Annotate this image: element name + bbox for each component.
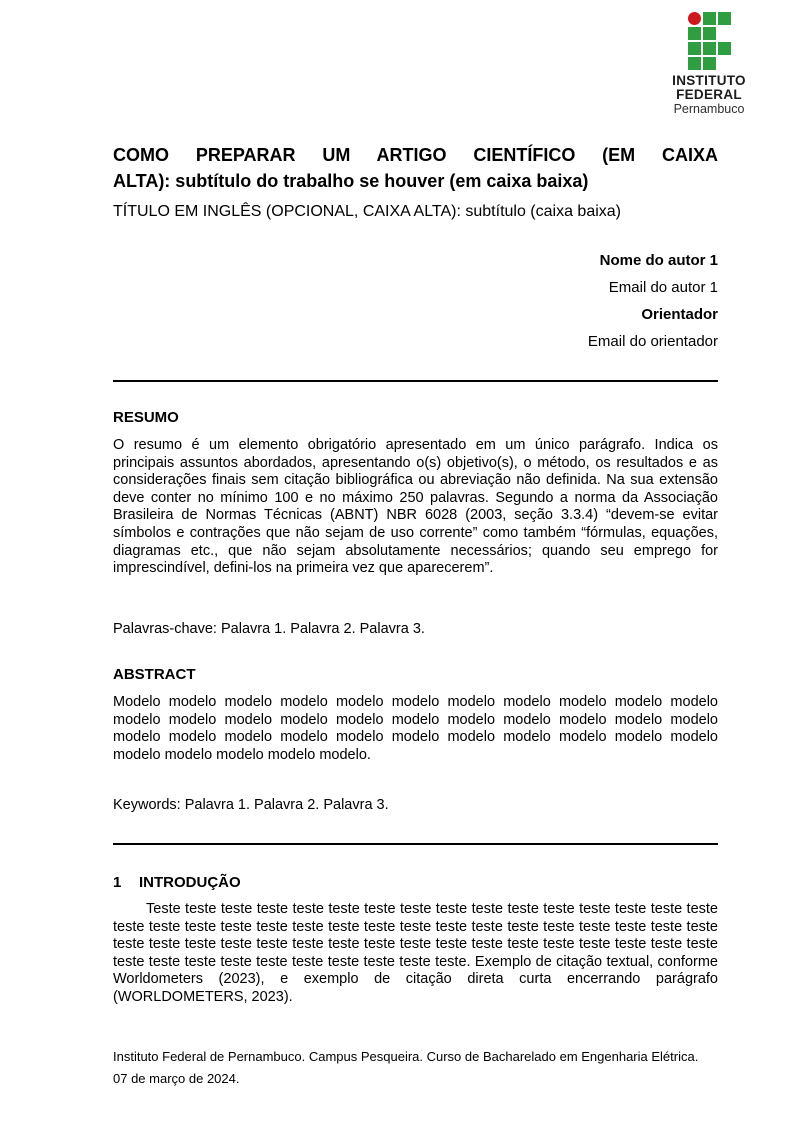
- ifpe-logo: [650, 12, 768, 117]
- resumo-heading: RESUMO: [113, 409, 179, 426]
- article-title-line1: COMO PREPARAR UM ARTIGO CIENTÍFICO (EM CAIXA: [113, 145, 718, 165]
- section-title: INTRODUÇÃO: [139, 874, 241, 891]
- footnote-line1: Instituto Federal de Pernambuco. Campus Pesqueira. Curso de Bacharelado em Engenharia Elétrica.: [113, 1049, 699, 1064]
- footnote-line2: 07 de março de 2024.: [113, 1071, 240, 1086]
- introduction-paragraph: Teste teste teste teste teste teste teste teste teste teste teste teste teste teste teste teste teste teste teste teste teste teste teste teste teste teste teste teste teste teste teste teste teste teste teste teste teste teste teste teste teste teste teste teste teste teste teste teste teste teste teste teste teste teste teste teste teste teste teste teste. Exemplo de citação textual, conforme Worldometers (2023), e exemplo de citação direta curta encerrando parágrafo (WORLDOMETERS, 2023).: [113, 901, 718, 1005]
- keywords-line: Keywords: Palavra 1. Palavra 2. Palavra 3.: [113, 797, 389, 813]
- section-number: 1: [113, 874, 122, 891]
- divider-top: [113, 380, 718, 382]
- abstract-heading: ABSTRACT: [113, 666, 196, 683]
- logo-institution-name: [672, 74, 746, 102]
- divider-footnote: [113, 843, 718, 845]
- logo-text-instituto: INSTITUTO: [672, 73, 746, 88]
- palavras-chave-line: Palavras-chave: Palavra 1. Palavra 2. Palavra 3.: [113, 621, 425, 637]
- author-name: Nome do autor 1: [599, 252, 718, 269]
- ifpe-logo-icon: [688, 12, 731, 70]
- abstract-paragraph: Modelo modelo modelo modelo modelo modelo modelo modelo modelo modelo modelo modelo modelo modelo modelo modelo modelo modelo modelo modelo modelo modelo modelo modelo modelo modelo modelo modelo modelo modelo modelo modelo modelo modelo modelo modelo modelo modelo.: [113, 694, 718, 763]
- logo-text-federal: FEDERAL: [676, 87, 742, 102]
- article-title-english: TÍTULO EM INGLÊS (OPCIONAL, CAIXA ALTA): subtítulo (caixa baixa): [113, 203, 622, 220]
- logo-text-pernambuco: Pernambuco: [673, 102, 745, 116]
- advisor-name: Orientador: [641, 306, 718, 323]
- article-title: [113, 142, 718, 194]
- article-title-line2: ALTA): subtítulo do trabalho se houver (em caixa baixa): [113, 171, 589, 191]
- advisor-email: Email do orientador: [587, 333, 718, 350]
- author-block: [113, 247, 718, 355]
- introduction-heading: [113, 874, 718, 892]
- footnote: [113, 1046, 718, 1090]
- author-email: Email do autor 1: [608, 279, 718, 296]
- resumo-paragraph: O resumo é um elemento obrigatório apresentado em um único parágrafo. Indica os principais assuntos abordados, apresentando o(s) objetivo(s), o método, os resultados e as considerações finais sem citação bibliográfica ou abreviação não definida. Na sua extensão deve conter no mínimo 100 e no máximo 250 palavras. Segundo a norma da Associação Brasileira de Normas Técnicas (ABNT) NBR 6028 (2003, seção 3.3.4) “devem-se evitar símbolos e contrações que não sejam de uso corrente” como também “fórmulas, equações, diagramas etc., que não sejam absolutamente necessários; quando seu emprego for imprescindível, defini-los na primeira vez que aparecerem”.: [113, 437, 718, 577]
